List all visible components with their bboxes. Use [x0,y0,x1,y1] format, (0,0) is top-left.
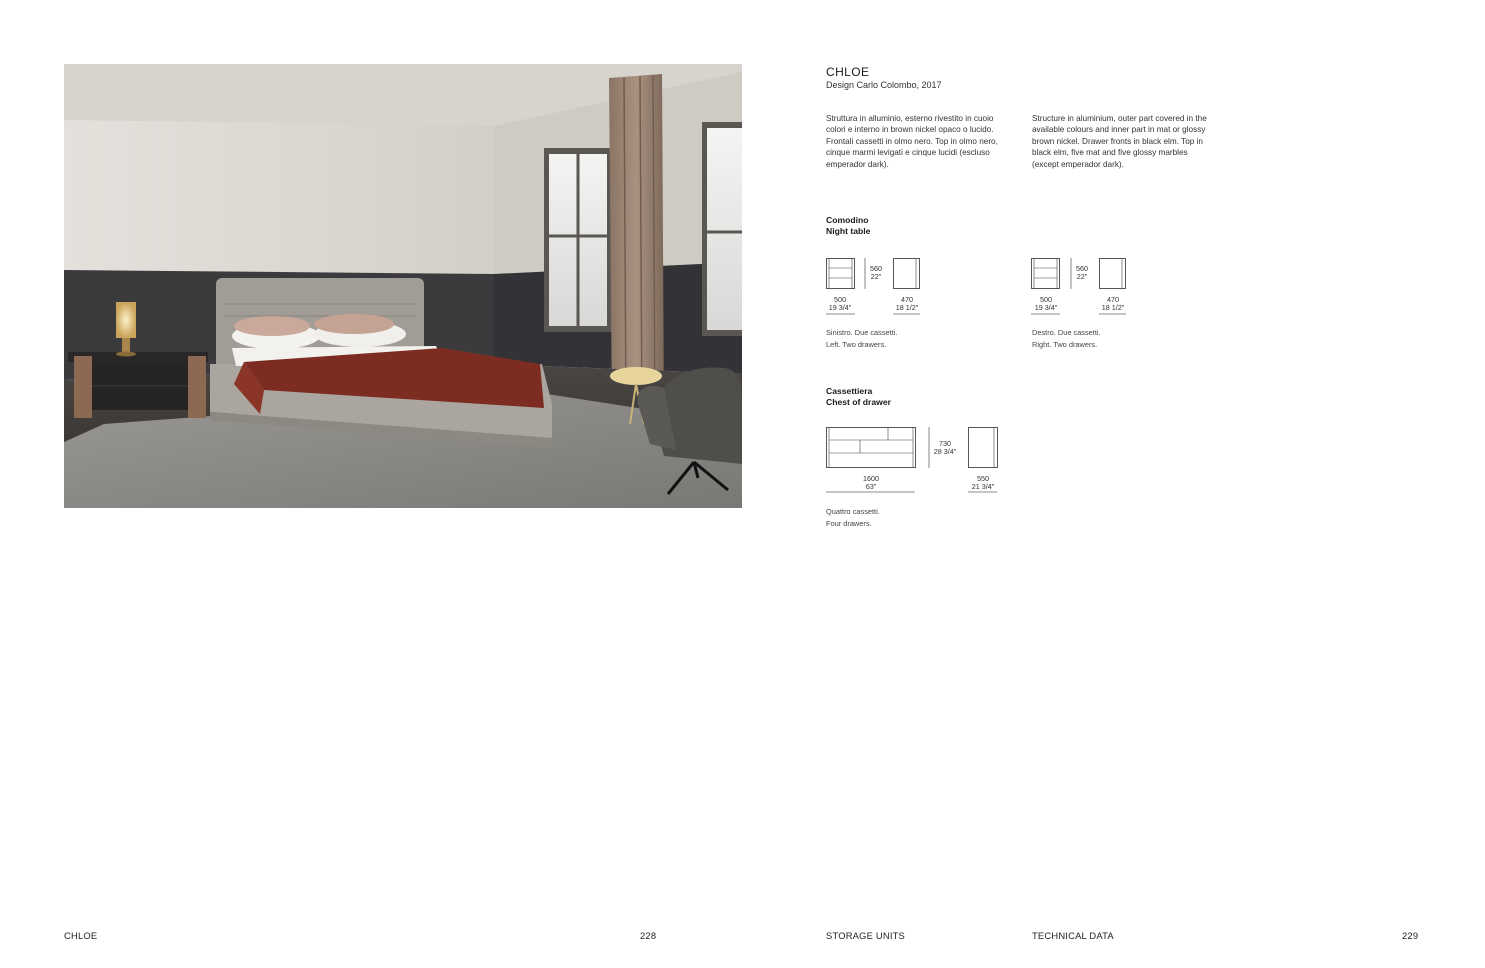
width-in: 19 3/4" [1034,302,1058,312]
night-table-right-width-dim [1032,296,1060,311]
width-mm: 500 [1040,295,1052,304]
description-italian: Struttura in alluminio, esterno rivestito in cuoio colori e interno in brown nickel opaco o lucido. Frontali cassetti in olmo nero. Top in olmo nero, cinque marmi levigati e cinque lucidi (escluso emperador dark). [826,114,998,169]
chest-note [826,506,880,529]
note-it: Quattro cassetti. [826,507,880,516]
product-title: CHLOE [826,65,870,79]
chest-width-dim [826,475,916,490]
night-table-right-height-dim [1072,265,1092,280]
note-it: Sinistro. Due cassetti. [826,328,898,337]
night-table-left-width-line [826,313,856,315]
depth-mm: 550 [977,474,989,483]
height-in: 28 3/4" [933,446,957,456]
height-in: 22" [870,271,882,281]
night-table-right-width-line [1031,313,1061,315]
depth-in: 21 3/4" [971,481,995,491]
depth-mm: 470 [1107,295,1119,304]
width-in: 63" [865,481,877,491]
height-mm: 730 [939,439,951,448]
footer-left-page-number: 228 [640,930,657,941]
chest-front-drawing [826,427,918,469]
bedroom-scene-illustration [64,64,742,508]
night-table-right-note [1032,327,1101,350]
height-mm: 560 [1076,264,1088,273]
chest-width-line [826,491,916,493]
width-in: 19 3/4" [828,302,852,312]
chest-height-dim [930,440,960,455]
height-in: 22" [1076,271,1088,281]
chest-heading-it: Cassettiera [826,386,873,396]
chest-depth-dim [966,475,1000,490]
footer-section-label: STORAGE UNITS [826,930,906,941]
note-en: Four drawers. [826,518,872,528]
footer-product-label: CHLOE [64,930,98,941]
note-en: Left. Two drawers. [826,339,887,349]
description-english: Structure in aluminium, outer part covered in the available colours and inner part in mat or glossy brown nickel. Drawer fronts in black elm. Top in black elm, five mat and five glossy marbles (except emperador dark). [1032,114,1207,169]
night-table-left-front-drawing [826,258,856,290]
width-mm: 1600 [863,474,879,483]
night-table-right-depth-dim [1099,296,1127,311]
depth-mm: 470 [901,295,913,304]
depth-in: 18 1/2" [895,302,919,312]
chest-heading-en: Chest of drawer [826,397,891,408]
night-table-left-side-drawing [893,258,921,290]
night-table-left-height-dim [866,265,886,280]
designer-credit: Design Carlo Colombo, 2017 [826,80,942,90]
height-mm: 560 [870,264,882,273]
night-table-heading-en: Night table [826,226,871,237]
night-table-left-note [826,327,897,350]
note-it: Destro. Due cassetti. [1032,328,1101,337]
night-table-left-depth-dim [893,296,921,311]
night-table-right-depth-line [1099,313,1127,315]
depth-in: 18 1/2" [1101,302,1125,312]
bedroom-photo [64,64,742,508]
night-table-heading-it: Comodino [826,215,869,225]
night-table-right-front-drawing [1031,258,1061,290]
note-en: Right. Two drawers. [1032,339,1098,349]
night-table-heading [826,215,870,238]
night-table-left-width-dim [826,296,854,311]
night-table-left-depth-line [893,313,921,315]
night-table-right-side-drawing [1099,258,1127,290]
footer-right-page-number: 229 [1402,930,1419,941]
chest-heading [826,386,891,409]
chest-depth-line [968,491,998,493]
chest-side-drawing [968,427,1000,469]
width-mm: 500 [834,295,846,304]
footer-subsection-label: TECHNICAL DATA [1032,930,1114,941]
